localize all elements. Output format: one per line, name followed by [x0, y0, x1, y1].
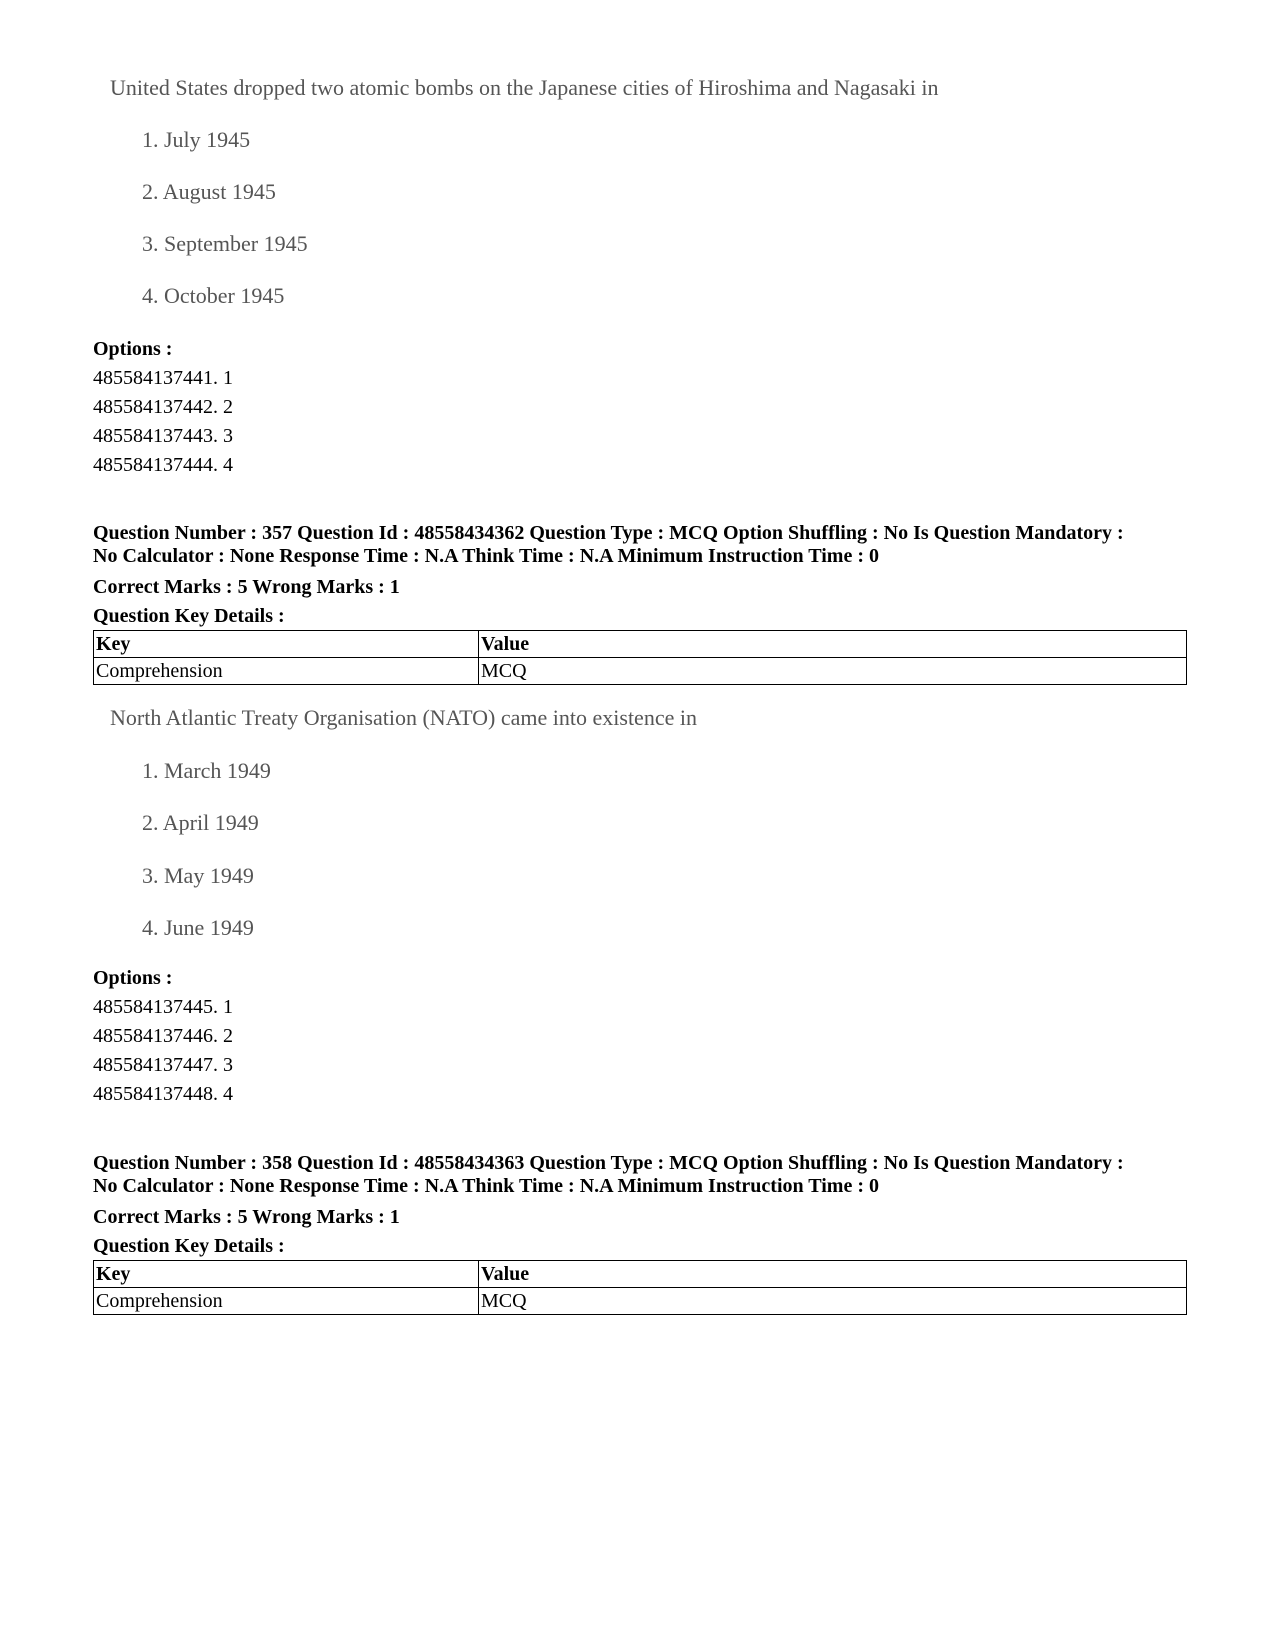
question-meta	[93, 1152, 1193, 1261]
option-item: 485584137446. 2	[93, 1025, 233, 1047]
choice-item: 3. May 1949	[142, 863, 254, 888]
table-cell: MCQ	[479, 1288, 1187, 1315]
choice-item: 1. July 1945	[142, 127, 251, 152]
question-stem: United States dropped two atomic bombs on the Japanese cities of Hiroshima and Nagasaki in	[110, 75, 939, 100]
options-title: Options :	[93, 967, 173, 989]
table-header-row	[94, 631, 1187, 658]
options-list	[93, 335, 233, 480]
question-stem: North Atlantic Treaty Organisation (NATO) came into existence in	[110, 705, 697, 730]
choice-item: 2. August 1945	[142, 179, 276, 204]
option-item: 485584137447. 3	[93, 1054, 233, 1076]
table-header-cell: Key	[94, 631, 479, 658]
options-title: Options :	[93, 338, 173, 360]
key-details-table	[93, 1260, 1187, 1315]
question-meta-line: No Calculator : None Response Time : N.A Think Time : N.A Minimum Instruction Time : 0	[93, 1175, 879, 1197]
key-details-table	[93, 630, 1187, 685]
key-details-title: Question Key Details :	[93, 605, 285, 627]
key-details-title: Question Key Details :	[93, 1235, 285, 1257]
option-item: 485584137443. 3	[93, 425, 233, 447]
option-item: 485584137445. 1	[93, 996, 233, 1018]
marks-line: Correct Marks : 5 Wrong Marks : 1	[93, 1206, 400, 1228]
table-header-cell: Key	[94, 1261, 479, 1288]
choice-item: 2. April 1949	[142, 810, 259, 835]
marks-line: Correct Marks : 5 Wrong Marks : 1	[93, 576, 400, 598]
table-header-cell: Value	[479, 1261, 1187, 1288]
table-header-row	[94, 1261, 1187, 1288]
table-row	[94, 1288, 1187, 1315]
table-row	[94, 658, 1187, 685]
option-item: 485584137442. 2	[93, 396, 233, 418]
table-cell: Comprehension	[94, 658, 479, 685]
question-meta	[93, 522, 1193, 631]
question-meta-line: No Calculator : None Response Time : N.A Think Time : N.A Minimum Instruction Time : 0	[93, 545, 879, 567]
choice-item: 4. October 1945	[142, 283, 285, 308]
option-item: 485584137448. 4	[93, 1083, 233, 1105]
table-cell: MCQ	[479, 658, 1187, 685]
options-list	[93, 964, 233, 1109]
question-image	[110, 705, 1010, 945]
table-cell: Comprehension	[94, 1288, 479, 1315]
choice-item: 4. June 1949	[142, 915, 254, 940]
choice-item: 3. September 1945	[142, 231, 308, 256]
option-item: 485584137444. 4	[93, 454, 233, 476]
table-header-cell: Value	[479, 631, 1187, 658]
choice-item: 1. March 1949	[142, 758, 271, 783]
question-meta-line: Question Number : 358 Question Id : 48558434363 Question Type : MCQ Option Shuffling : No Is Question Mandatory :	[93, 1152, 1124, 1174]
question-meta-line: Question Number : 357 Question Id : 48558434362 Question Type : MCQ Option Shuffling : No Is Question Mandatory :	[93, 522, 1124, 544]
option-item: 485584137441. 1	[93, 367, 233, 389]
question-image	[110, 75, 1010, 315]
